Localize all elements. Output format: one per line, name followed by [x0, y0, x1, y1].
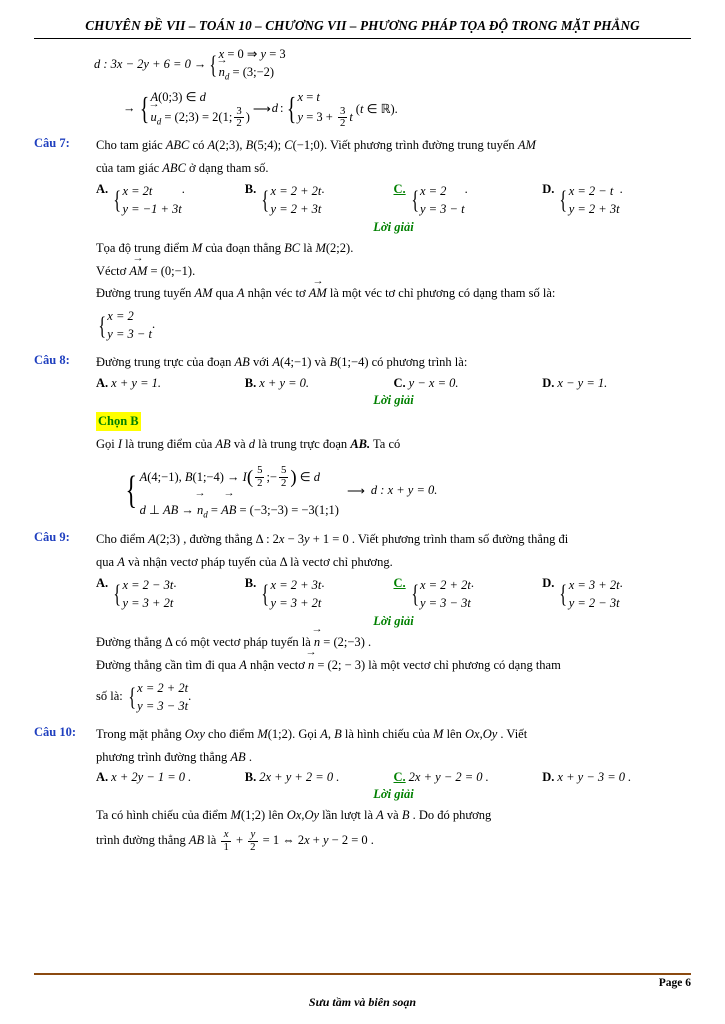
header-divider [34, 38, 691, 39]
question-7-prompt-line2: của tam giác ABC ở dạng tham số. [96, 160, 269, 175]
question-8 [34, 353, 691, 524]
option-a[interactable]: A. x + y = 1. [96, 376, 161, 391]
question-7-solution-heading: Lời giải [373, 219, 414, 234]
question-10-label: Câu 10: [34, 724, 77, 739]
question-8-prompt: Đường trung trực của đoạn AB với A(4;−1) và B(1;−4) có phương trình là: [96, 355, 468, 370]
question-7 [34, 136, 691, 347]
question-7-solution-line1: Tọa độ trung điểm M của đoạn thẳng BC là M(2;2). [96, 240, 354, 255]
option-c[interactable]: C. { x = 2 y = 3 − t . [393, 181, 468, 216]
question-9-prompt-line1: Cho điểm A(2;3) , đường thẳng Δ : 2x − 3y + 1 = 0 . Viết phương trình tham số đường thẳng đi [96, 532, 569, 547]
question-7-solution-system: { x = 2 y = 3 − t . [98, 309, 156, 342]
option-c[interactable]: C. 2x + y − 2 = 0 . [393, 770, 489, 785]
question-10-solution-line2: trình đường thẳng AB là $\frac{x}{1}$ + $\frac{y}{2}$ = 1 ⇔ 2x + y − 2 = 0 . [96, 828, 374, 853]
question-10-options [96, 770, 691, 785]
option-a[interactable]: A. { x = 2t y = −1 + 3t . [96, 181, 185, 216]
option-d[interactable]: D. x + y − 3 = 0 . [542, 770, 632, 785]
question-9-options [96, 576, 691, 612]
arrow-icon-2: → [123, 101, 134, 116]
question-7-solution-line3: Đường trung tuyến AM qua A nhận véc tơ → AM là một véc tơ chỉ phương có dạng tham số là: [96, 284, 691, 303]
page-footer [34, 967, 691, 1010]
intro-system-1: { x = 0 ⇒ y = 3 → $n_d$ = (3;−2) [207, 45, 285, 84]
page-number: Page 6 [658, 977, 691, 989]
option-a[interactable]: A. { x = 2 − 3t y = 3 + 2t . [96, 575, 177, 610]
question-7-prompt-line1: Cho tam giác ABC có A(2;3), B(5;4); C(−1;0). Viết phương trình đường trung tuyến AM [96, 138, 536, 153]
question-8-label: Câu 8: [34, 353, 70, 368]
question-10-prompt-line1: Trong mặt phẳng Oxy cho điểm M(1;2). Gọi A, B là hình chiếu của M lên Ox,Oy . Viết [96, 726, 528, 741]
footer-note: Sưu tầm và biên soạn [308, 995, 417, 1009]
option-b[interactable]: B. { x = 2 + 3t y = 3 + 2t . [244, 575, 325, 610]
question-9-label: Câu 9: [34, 530, 70, 545]
question-10-prompt-line2: phương trình đường thẳng AB . [96, 749, 252, 764]
question-9-prompt-line2: qua A và nhận vectơ pháp tuyến của Δ là vectơ chỉ phương. [96, 555, 393, 570]
question-10-solution-line1: Ta có hình chiếu của điểm M(1;2) lên Ox,Oy lần lượt là A và B . Do đó phương [96, 808, 492, 823]
option-c[interactable]: C. y − x = 0. [393, 376, 459, 391]
footer-divider [34, 973, 691, 975]
page-title: CHUYÊN ĐỀ VII – TOÁN 10 – CHƯƠNG VII – PHƯƠNG PHÁP TỌA ĐỘ TRONG MẶT PHẲNG [85, 18, 640, 33]
intro-system-2: { A(0;3) ∈ d → $u_d$ = (2;3) = 2(1; $\frac{3}{2}$ ) [137, 88, 250, 130]
question-9-solution-line2: Đường thẳng cần tìm đi qua A nhận vectơ → n = (2; − 3) là một vectơ chỉ phương có dạng tham [96, 656, 691, 675]
question-8-chosen-answer: Chọn B [96, 412, 691, 431]
question-8-solution-line1: Gọi I là trung điểm của AB và d là trung trực đoạn AB. Ta có [96, 436, 401, 451]
intro-system-3: { x = t y = 3 + $\frac{3}{2}$ t [286, 89, 353, 130]
question-9-solution-line1: Đường thẳng Δ có một vectơ pháp tuyến là → n = (2;−3) . [96, 633, 691, 652]
option-d[interactable]: D. { x = 3 + 2t y = 2 − 3t . [542, 575, 623, 610]
question-9-solution-line3: số là: { x = 2 + 2t y = 3 − 3t . [96, 680, 192, 713]
option-b[interactable]: B. { x = 2 + 2t y = 2 + 3t . [244, 181, 325, 216]
intro-line1-lhs: d : 3x − 2y + 6 = 0 [94, 56, 191, 71]
intro-derivation: d : 3x − 2y + 6 = 0 → { x = 0 ⇒ y = 3 → $n_d$ = (3;−2) → { A(0;3) ∈ d → $u_d$ = (2;3) = 2(1; $\frac{3}{2}$ ) ⟶ d : { x = t y = 3 + $\frac{3}{2}$ t (t ∈ ℝ). [94, 45, 691, 130]
question-10-solution-heading: Lời giải [373, 787, 414, 802]
option-d[interactable]: D. x − y = 1. [542, 376, 608, 391]
question-9-solution-heading: Lời giải [373, 614, 414, 629]
question-9 [34, 530, 691, 719]
question-10 [34, 725, 691, 857]
option-a[interactable]: A. x + 2y − 1 = 0 . [96, 770, 192, 785]
question-8-options [96, 376, 691, 391]
question-7-solution-line2: Véctơ → AM = (0;−1). [96, 262, 691, 281]
question-8-solution-heading: Lời giải [373, 393, 414, 408]
option-d[interactable]: D. { x = 2 − t y = 2 + 3t . [542, 181, 623, 216]
question-7-label: Câu 7: [34, 136, 70, 151]
option-b[interactable]: B. x + y = 0. [244, 376, 310, 391]
arrow-icon-3: ⟶ [252, 101, 269, 116]
option-c[interactable]: C. { x = 2 + 2t y = 3 − 3t . [393, 575, 474, 610]
option-b[interactable]: B. 2x + y + 2 = 0 . [244, 770, 340, 785]
question-7-options [96, 182, 691, 218]
implies-arrow-icon: ⟶ [346, 483, 363, 498]
arrow-icon: → [193, 56, 205, 71]
question-8-result: d : x + y = 0. [370, 483, 438, 498]
question-8-solution-system: { A(4;−1), B(1;−4) → I( $\frac{5}{2}$ ;− $\frac{5}{2}$ ) ∈ d d ⊥ AB → → $n_d$ = → AB = (−3;−3) = −3(1;1) ⟶ d : x + y = 0. [122, 458, 691, 525]
